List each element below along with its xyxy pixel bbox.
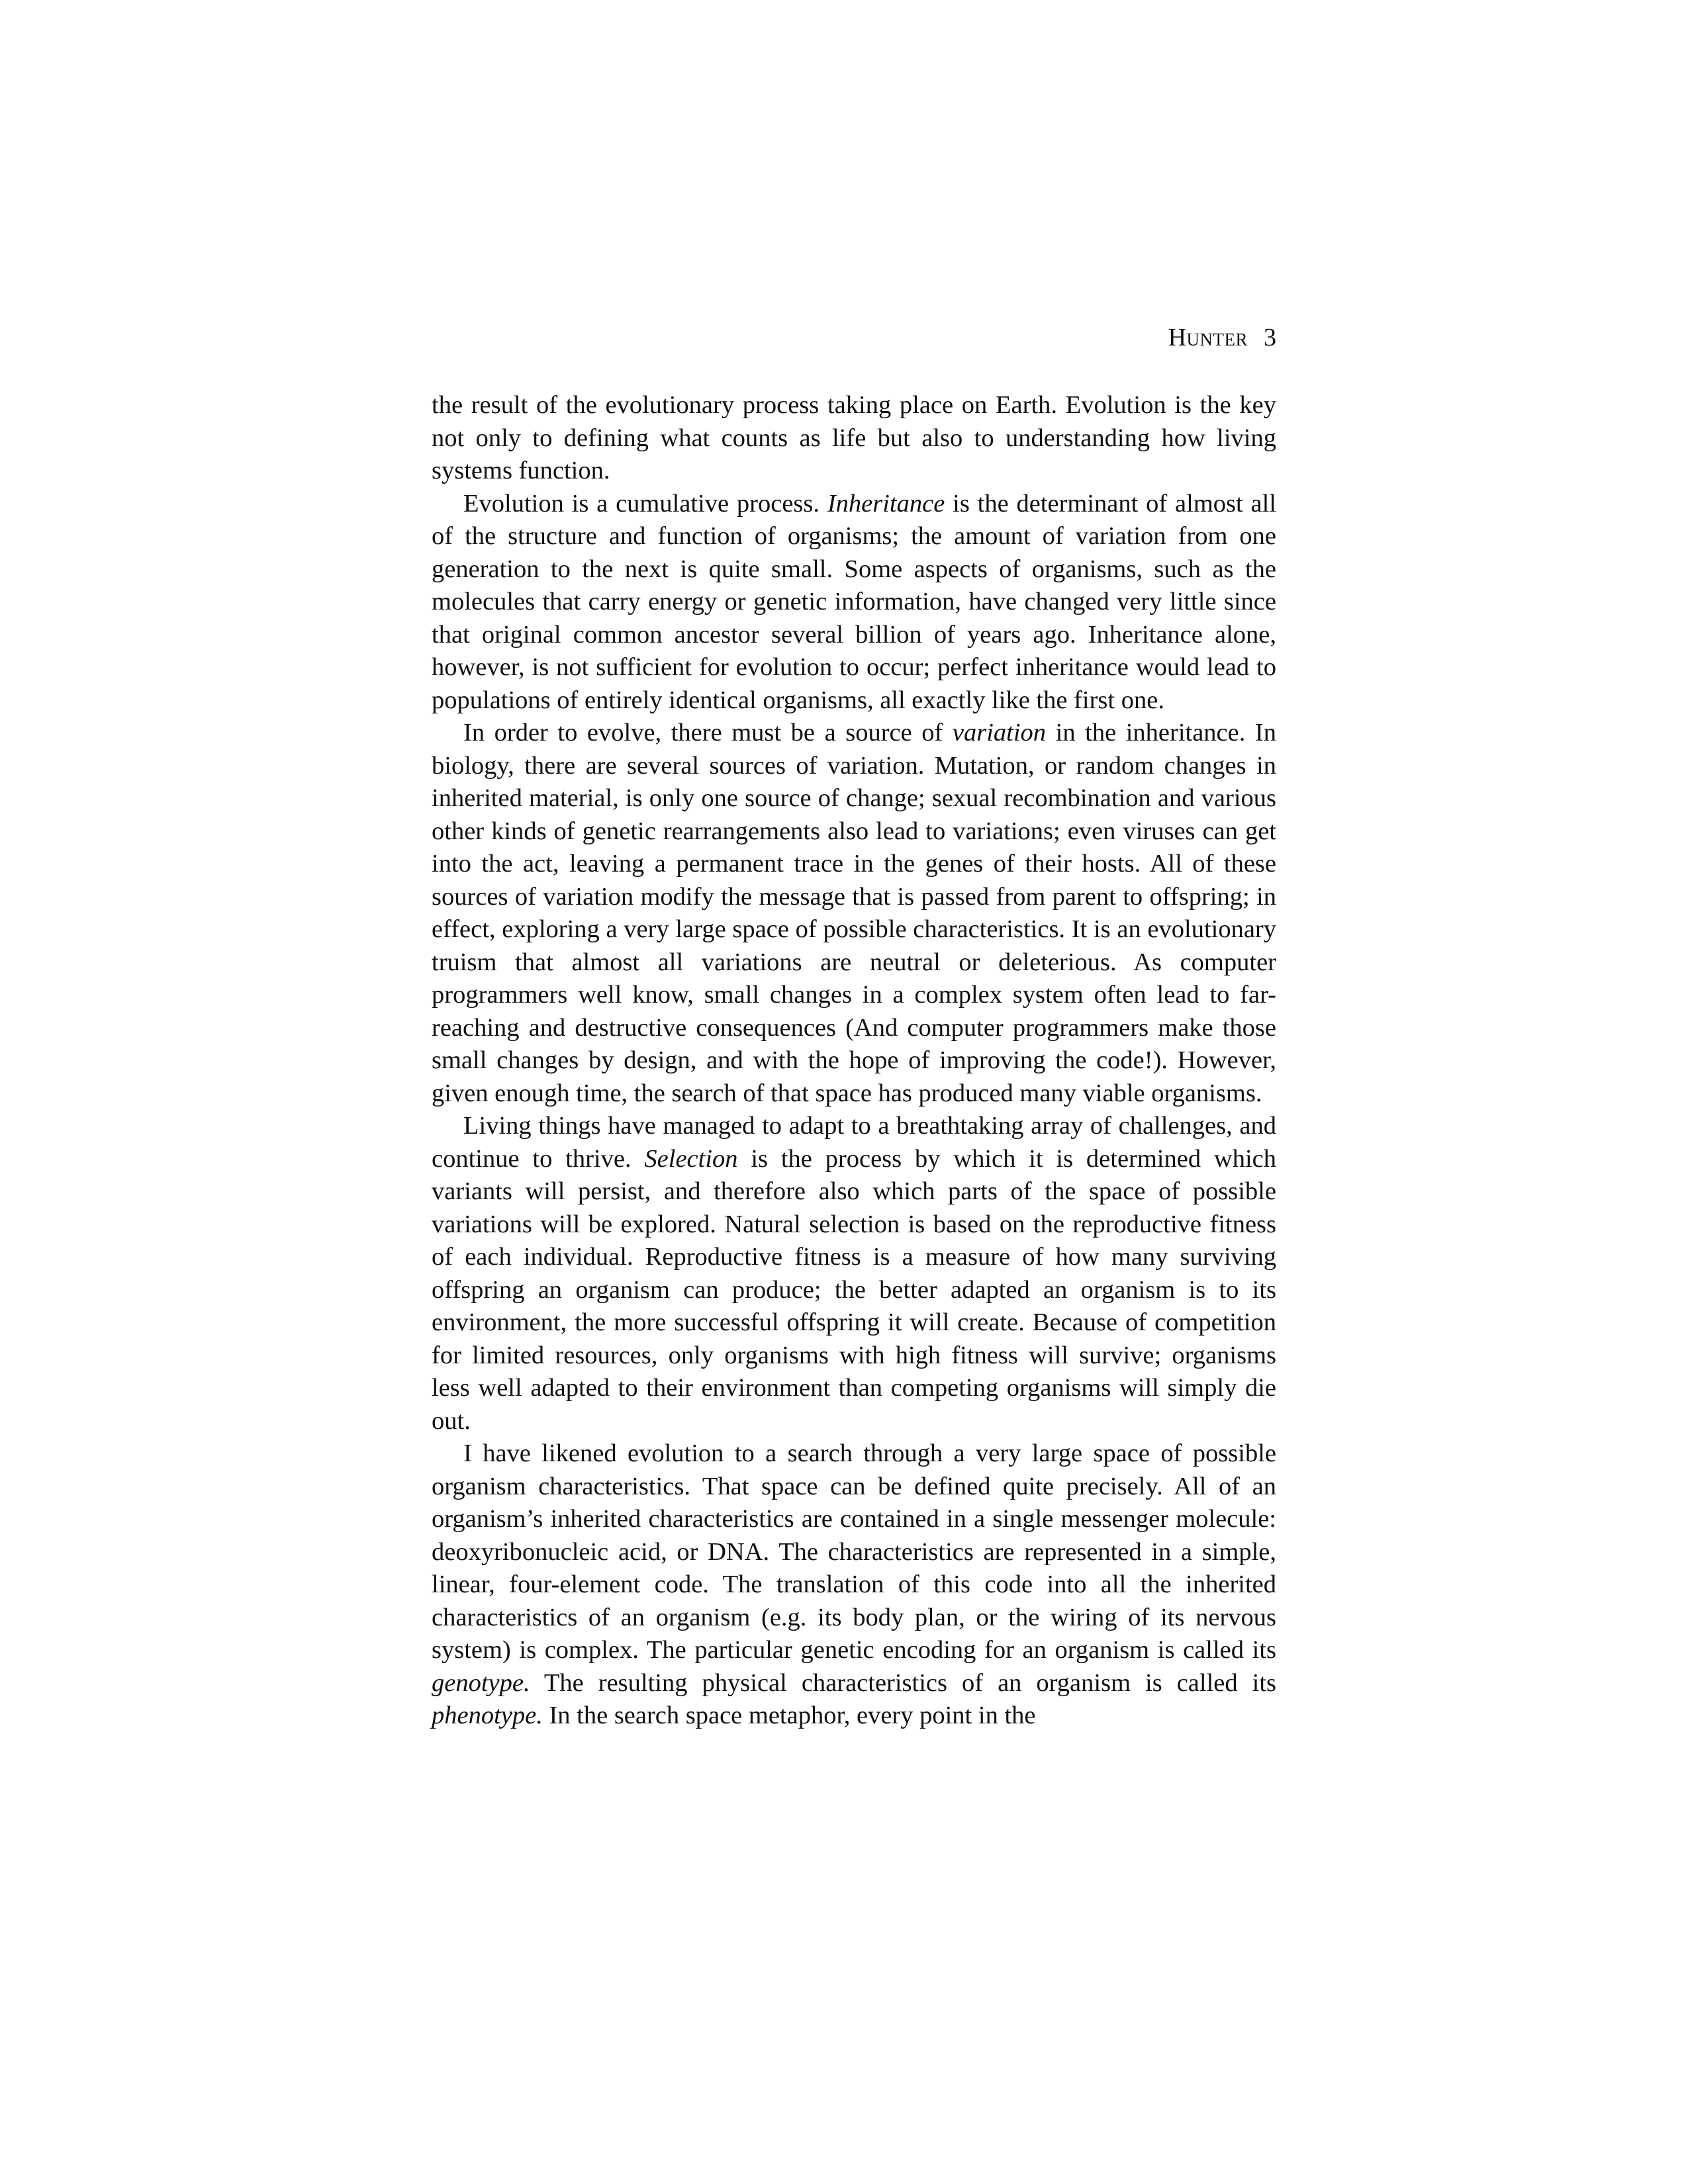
paragraph [432,717,1276,1110]
text-run: I have likened evolution to a search through a very large space of possible organism characteristics. That space can be defined quite precisely. All of an organism’s inherited characteristics are contained in a single messenger molecule: deoxyribonucleic acid, or DNA. The characteristics are represented in a simple, linear, four-element code. The translation of this code into all the inherited characteristics of an organism (e.g. its body plan, or the wiring of its nervous system) is complex. The particular genetic encoding for an organism is called its [432,1439,1276,1664]
paragraph [432,1437,1276,1733]
text-run: In the search space metaphor, every point in the [542,1702,1036,1729]
page-number: 3 [1264,324,1276,351]
text-run: Evolution is a cumulative process. [463,489,827,518]
text-run: In order to evolve, there must be a source of [463,719,953,747]
paragraph [432,488,1276,717]
running-header-author: Hunter [1168,324,1248,351]
text-run: the result of the evolutionary process taking place on Earth. Evolution is the key not only to defining what counts as life but also to understanding how living systems function. [432,391,1276,484]
emphasized-term: genotype. [432,1668,530,1697]
text-run: in the inheritance. In biology, there are several sources of variation. Mutation, or random changes in inherited material, is only one source of change; sexual recombination and various other kinds of genetic rearrangements also lead to variations; even viruses can get into the act, leaving a permanent trace in the genes of their hosts. All of these sources of variation modify the message that is passed from parent to offspring; in effect, exploring a very large space of possible characteristics. It is an evolutionary truism that almost all variations are neutral or deleterious. As computer programmers well know, small changes in a complex system often lead to far-reaching and destructive consequences (And computer programmers make those small changes by design, and with the hope of improving the code!). However, given enough time, the search of that space has produced many viable organisms. [432,719,1276,1107]
emphasized-term: phenotype. [432,1702,543,1729]
emphasized-term: variation [952,719,1047,747]
text-run: Living things have managed to adapt to a breathtaking array of challenges, and continue to thrive. [432,1112,1276,1173]
text-run: is the determinant of almost all of the structure and function of organisms; the amount of variation from one generation to the next is quite small. Some aspects of organisms, such as the molecules that carry energy or genetic information, have changed very little since that original common ancestor several billion of years ago. Inheritance alone, however, is not sufficient for evolution to occur; perfect inheritance would lead to populations of entirely identical organisms, all exactly like the first one. [432,489,1276,714]
text-run: is the process by which it is determined which variants will persist, and therefore also which parts of the space of possible variations will be explored. Natural selection is based on the reproductive fitness of each individual. Reproductive fitness is a measure of how many surviving offspring an organism can produce; the better adapted an organism is to its environment, the more successful offspring it will create. Because of competition for limited resources, only organisms with high fitness will survive; organisms less well adapted to their environment than competing organisms will simply die out. [432,1144,1276,1435]
body-text [432,389,1276,1733]
emphasized-term: Inheritance [827,489,945,518]
text-run: The resulting physical characteristics of an organism is called its [530,1668,1276,1697]
emphasized-term: Selection [644,1144,738,1173]
running-header [432,320,1276,355]
paragraph [432,389,1276,488]
paragraph [432,1110,1276,1437]
